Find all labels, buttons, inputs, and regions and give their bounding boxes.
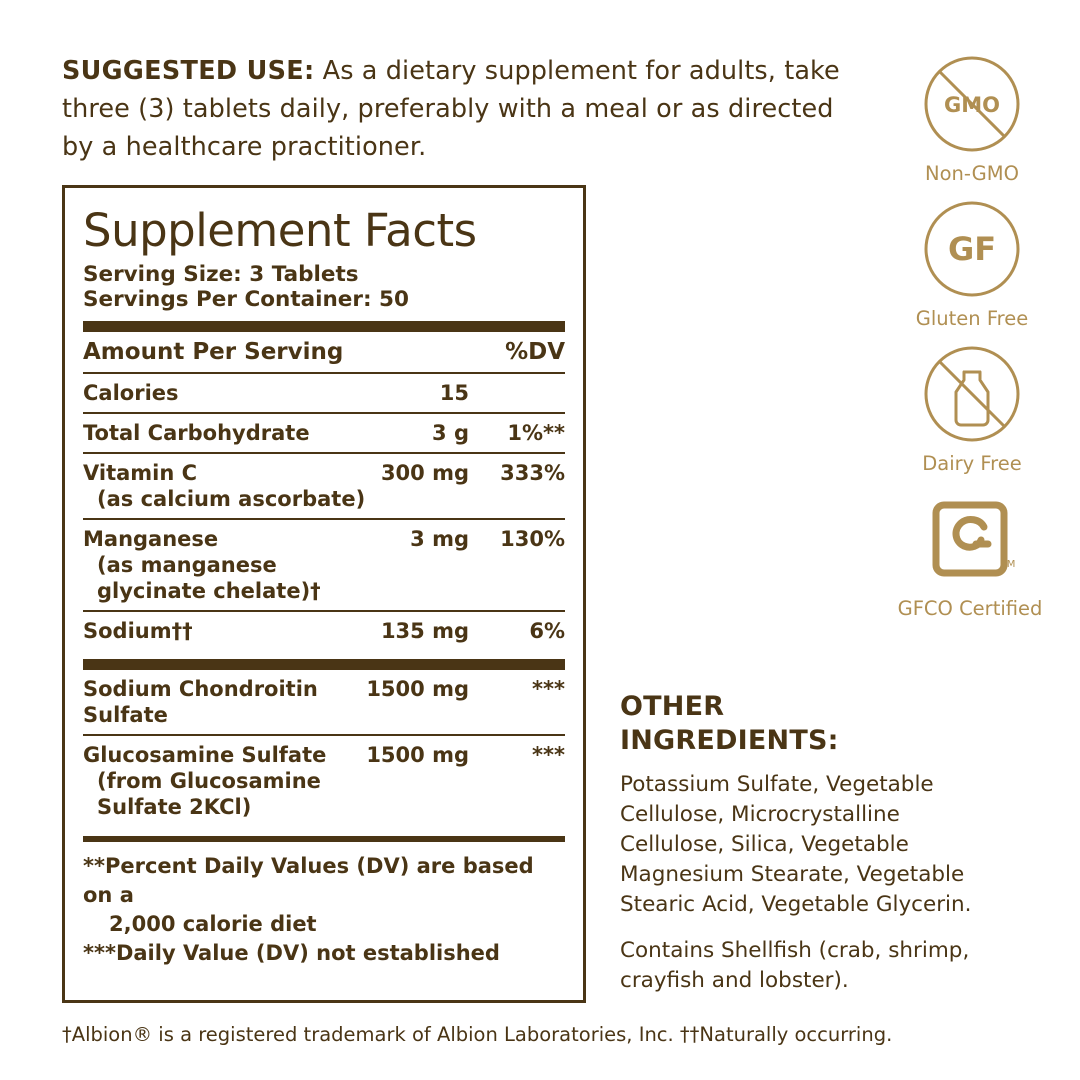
other-ingredients-heading	[620, 690, 990, 758]
row-name: Manganese	[83, 527, 219, 551]
allergen-text: Contains Shellfish (crab, shrimp, crayfish and lobster).	[620, 938, 970, 993]
svg-text:TM: TM	[1000, 559, 1016, 570]
row-name-cell	[83, 736, 366, 826]
badge-dairy-free	[892, 338, 1052, 475]
supplement-facts-panel	[62, 185, 586, 1003]
supplement-facts-title: Supplement Facts	[83, 204, 477, 257]
amount-per-serving-header: Amount Per Serving	[83, 339, 344, 365]
gluten-free-icon	[892, 193, 1052, 305]
table-row	[83, 736, 565, 826]
row-name: Sodium††	[83, 619, 193, 643]
row-amount: 15	[439, 381, 469, 405]
suggested-use-text: As a dietary supplement for adults, take three (3) tablets daily, preferably with a meal or as directed by a healthcare practitioner.	[62, 56, 840, 162]
table-row	[83, 670, 565, 734]
servings-per-container: Servings Per Container: 50	[83, 287, 409, 312]
other-ingredients-text: Potassium Sulfate, Vegetable Cellulose, Microcrystalline Cellulose, Silica, Vegetable Magnesium Stearate, Vegetable Stearic Acid, Vegetable Glycerin.	[620, 772, 972, 917]
row-name-cell	[83, 520, 381, 610]
row-dv: 6%	[529, 619, 565, 643]
row-amount: 1500 mg	[366, 743, 469, 767]
row-dv: 130%	[500, 527, 565, 551]
footnotes	[83, 852, 565, 968]
badge-gluten-free	[892, 193, 1052, 330]
badge-caption: GFCO Certified	[897, 597, 1043, 620]
suggested-use-block	[62, 52, 872, 166]
badge-caption: Gluten Free	[915, 307, 1029, 330]
footnote-dv-line2: 2,000 calorie diet	[109, 912, 317, 936]
row-amount: 3 g	[432, 421, 469, 445]
nutrition-table-secondary	[83, 670, 565, 826]
row-name: Sodium Chondroitin Sulfate	[83, 677, 318, 727]
table-row	[83, 612, 565, 650]
row-subtext: (as calcium ascorbate)	[97, 487, 366, 511]
table-row	[83, 414, 565, 452]
row-dv: 333%	[500, 461, 565, 485]
table-header-row	[83, 332, 565, 372]
other-ingredients-block	[620, 690, 990, 1012]
table-row	[83, 454, 565, 518]
serving-size: Serving Size: 3 Tablets	[83, 262, 359, 287]
header-spacer	[381, 332, 477, 372]
dv-header: %DV	[505, 339, 565, 365]
row-name: Calories	[83, 381, 179, 405]
trademark-note: †Albion® is a registered trademark of Albion Laboratories, Inc. ††Naturally occurring.	[62, 1023, 893, 1046]
row-amount: 300 mg	[380, 461, 469, 485]
badge-caption: Non-GMO	[925, 162, 1019, 185]
table-row	[83, 374, 565, 412]
row-subtext: (from Glucosamine Sulfate 2KCl)	[97, 769, 321, 819]
row-amount: 1500 mg	[366, 677, 469, 701]
divider-thick-bottom	[83, 836, 565, 842]
nutrition-table	[83, 332, 565, 650]
row-name: Total Carbohydrate	[83, 421, 310, 445]
row-dv: 1%**	[507, 421, 565, 445]
footnote-not-established: ***Daily Value (DV) not established	[83, 941, 500, 965]
divider-thick-middle	[83, 659, 565, 670]
other-ingredients-heading-line1: OTHER	[620, 691, 725, 722]
row-amount: 135 mg	[380, 619, 469, 643]
badge-non-gmo	[892, 48, 1052, 185]
badge-caption: Dairy Free	[922, 452, 1022, 475]
row-subtext: (as manganese glycinate chelate)†	[97, 553, 321, 603]
svg-text:GF: GF	[947, 230, 997, 268]
divider-thick-top	[83, 321, 565, 332]
row-amount: 3 mg	[410, 527, 469, 551]
certification-badges	[892, 48, 1052, 628]
dairy-free-icon	[892, 338, 1052, 450]
row-dv: ***	[532, 677, 565, 701]
badge-gfco-certified	[888, 483, 1052, 620]
suggested-use-label: SUGGESTED USE:	[62, 56, 315, 86]
row-dv: ***	[532, 743, 565, 767]
row-name: Glucosamine Sulfate	[83, 743, 327, 767]
footnote-dv-line1: **Percent Daily Values (DV) are based on a	[83, 854, 534, 907]
row-name: Vitamin C	[83, 461, 198, 485]
non-gmo-icon	[892, 48, 1052, 160]
row-dv	[477, 374, 565, 412]
row-name-cell	[83, 454, 381, 518]
other-ingredients-heading-line2: INGREDIENTS:	[620, 725, 839, 756]
table-row	[83, 520, 565, 610]
gfco-certified-icon	[888, 483, 1052, 595]
svg-text:GMO: GMO	[944, 93, 1000, 117]
